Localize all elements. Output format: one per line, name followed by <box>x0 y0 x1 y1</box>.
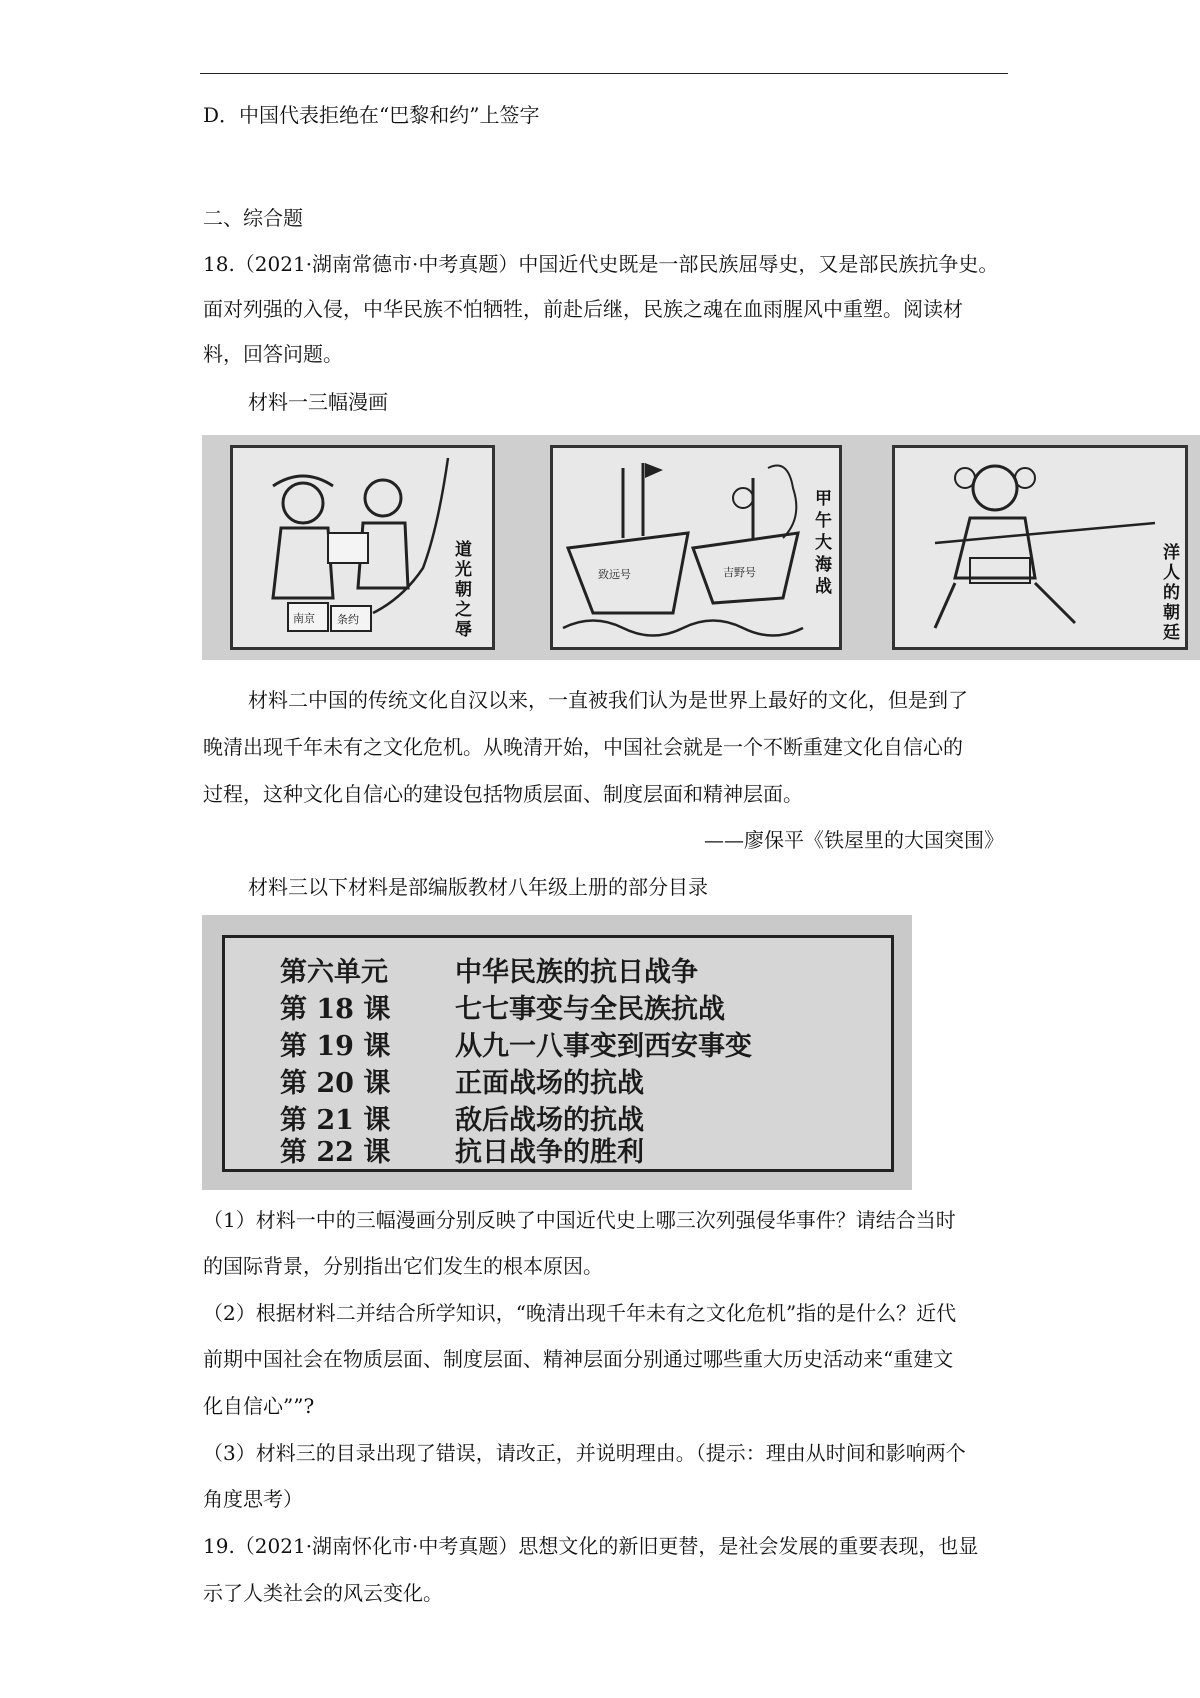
option-d: D．中国代表拒绝在“巴黎和约”上签字 <box>203 103 540 127</box>
section-heading: 二、综合题 <box>203 206 303 230</box>
toc-image <box>202 915 912 1190</box>
cartoon-naval-battle-image <box>553 448 839 647</box>
header-rule <box>200 73 1008 74</box>
material2-line: 材料二中国的传统文化自汉以来，一直被我们认为是世界上最好的文化，但是到了 <box>248 688 968 712</box>
cartoon-caption-2: 甲午大海战 <box>815 489 832 597</box>
material1-label: 材料一三幅漫画 <box>248 390 388 414</box>
cartoon-strip <box>202 435 1200 660</box>
toc-frame <box>222 935 894 1172</box>
toc-row: 第 20 课 正面战场的抗战 <box>280 1068 644 1099</box>
cartoon-panel-1 <box>230 445 495 650</box>
material3-label: 材料三以下材料是部编版教材八年级上册的部分目录 <box>248 875 708 899</box>
toc-row: 第 21 课 敌后战场的抗战 <box>280 1105 644 1136</box>
q18-line: 18.（2021·湖南常德市·中考真题）中国近代史既是一部民族屈辱史，又是部民族抗争史。 <box>203 252 999 276</box>
toc-row: 第 18 课 七七事变与全民族抗战 <box>280 994 725 1025</box>
cartoon-panel-3 <box>892 445 1188 650</box>
toc-row: 第六单元 中华民族的抗日战争 <box>280 957 698 988</box>
material2-line: 过程，这种文化自信心的建设包括物质层面、制度层面和精神层面。 <box>203 782 803 806</box>
cartoon-tag: 吉野号 <box>723 567 756 579</box>
cartoon-caption-3: 洋人的朝廷 <box>1163 543 1180 643</box>
sub-question-2: （2）根据材料二并结合所学知识，“晚清出现千年未有之文化危机”指的是什么？近代 <box>203 1301 957 1325</box>
q19-line: 19.（2021·湖南怀化市·中考真题）思想文化的新旧更替，是社会发展的重要表现，也显 <box>203 1534 979 1558</box>
cartoon-tag: 条约 <box>337 614 359 626</box>
sub-question-1: 的国际背景，分别指出它们发生的根本原因。 <box>203 1254 603 1278</box>
cartoon-caption-1: 道光朝之辱 <box>455 540 472 640</box>
cartoon-panel-2 <box>550 445 842 650</box>
toc-row: 第 19 课 从九一八事变到西安事变 <box>280 1031 752 1062</box>
cartoon-tag: 南京 <box>293 613 315 625</box>
sub-question-1: （1）材料一中的三幅漫画分别反映了中国近代史上哪三次列强侵华事件？请结合当时 <box>203 1208 956 1232</box>
cartoon-puppet-court-image <box>895 448 1185 647</box>
q18-line: 料，回答问题。 <box>203 342 343 366</box>
cartoon-tag: 致远号 <box>598 569 631 581</box>
q18-line: 面对列强的入侵，中华民族不怕牺牲，前赴后继，民族之魂在血雨腥风中重塑。阅读材 <box>203 297 963 321</box>
sub-question-3: 角度思考） <box>203 1487 303 1511</box>
sub-question-2: 前期中国社会在物质层面、制度层面、精神层面分别通过哪些重大历史活动来“重建文 <box>203 1347 954 1371</box>
material2-line: 晚清出现千年未有之文化危机。从晚清开始，中国社会就是一个不断重建文化自信心的 <box>203 735 963 759</box>
toc-row: 第 22 课 抗日战争的胜利 <box>280 1137 644 1168</box>
cartoon-treaty-signing-image <box>233 448 492 647</box>
material2-source: ——廖保平《铁屋里的大国突围》 <box>704 828 1004 852</box>
sub-question-3: （3）材料三的目录出现了错误，请改正，并说明理由。（提示：理由从时间和影响两个 <box>203 1441 966 1465</box>
q19-line: 示了人类社会的风云变化。 <box>203 1581 443 1605</box>
sub-question-2: 化自信心””? <box>203 1394 315 1418</box>
